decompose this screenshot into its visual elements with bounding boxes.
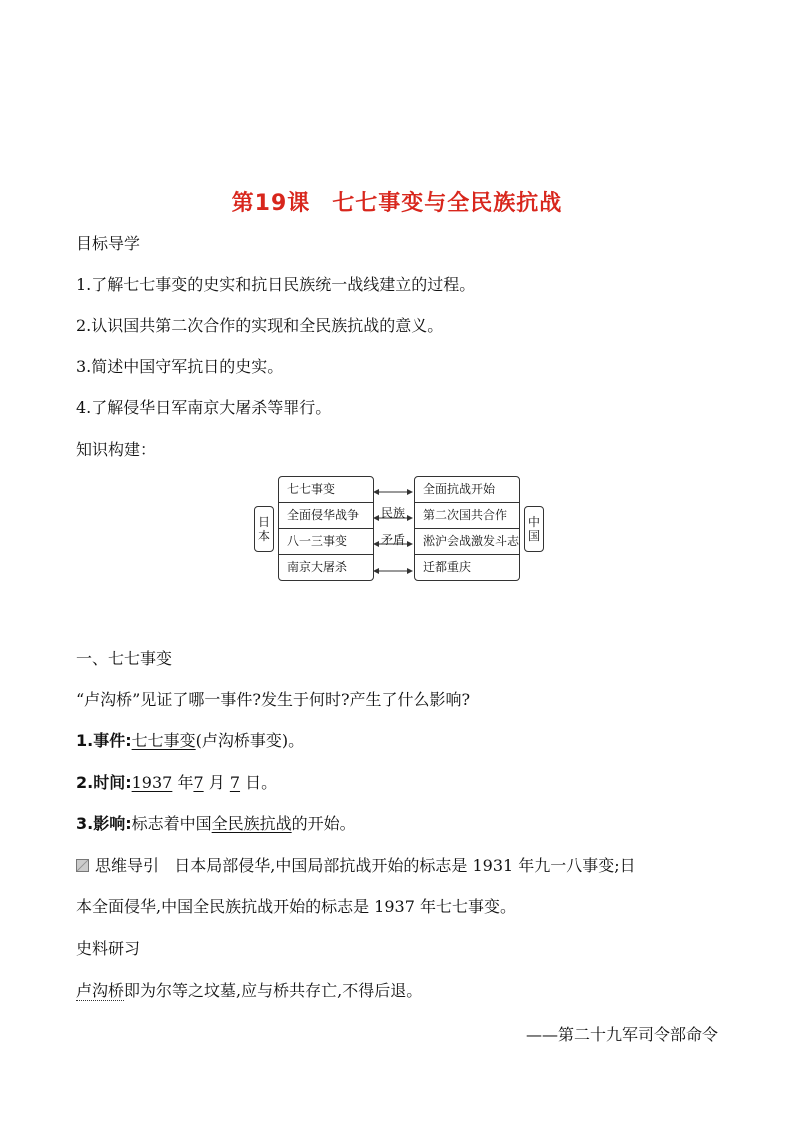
knowledge-heading: 知识构建： bbox=[76, 440, 157, 459]
middle-label-top: 民族 bbox=[380, 506, 405, 520]
source-attribution: ——第二十九军司令部命令 bbox=[525, 1025, 718, 1044]
page-title bbox=[0, 186, 794, 217]
china-item: 淞沪会战激发斗志 bbox=[415, 529, 519, 555]
thinking-guide-icon bbox=[76, 859, 89, 872]
goal-item-1: 1.了解七七事变的史实和抗日民族统一战线建立的过程。 bbox=[76, 275, 476, 294]
guide-line-2: 本全面侵华,中国全民族抗战开始的标志是 1937 年七七事变。 bbox=[76, 897, 516, 916]
japan-label: 日本 bbox=[254, 506, 274, 552]
middle-label-bottom: 矛盾 bbox=[380, 533, 405, 547]
japan-item: 八一三事变 bbox=[279, 529, 373, 555]
time-day: 7 bbox=[229, 773, 241, 792]
event-note: (卢沟桥事变)。 bbox=[195, 731, 305, 750]
source-heading: 史料研习 bbox=[76, 939, 141, 958]
japan-item: 南京大屠杀 bbox=[287, 560, 348, 574]
event-label: 1.事件: bbox=[76, 731, 132, 750]
japan-item: 七七事变 bbox=[279, 477, 373, 503]
guide-line-1: 思维导引 日本局部侵华,中国局部抗战开始的标志是 1931 年九一八事变;日 bbox=[76, 856, 636, 876]
section-question: “卢沟桥”见证了哪一事件?发生于何时?产生了什么影响? bbox=[76, 690, 471, 709]
knowledge-diagram bbox=[254, 476, 548, 588]
guide-label: 思维导引 bbox=[95, 856, 160, 875]
japan-column bbox=[278, 476, 374, 581]
time-label: 2.时间: bbox=[76, 773, 132, 792]
goal-item-3: 3.简述中国守军抗日的史实。 bbox=[76, 357, 284, 376]
china-item: 全面抗战开始 bbox=[415, 477, 519, 503]
goals-heading: 目标导学 bbox=[76, 234, 141, 253]
china-item: 第二次国共合作 bbox=[415, 503, 519, 529]
china-item: 迁都重庆 bbox=[423, 560, 472, 574]
lesson-topic: 七七事变与全民族抗战 bbox=[332, 191, 563, 216]
event-value: 七七事变 bbox=[131, 731, 196, 750]
japan-item: 全面侵华战争 bbox=[279, 503, 373, 529]
event-line bbox=[76, 731, 304, 751]
lesson-number: 第19课 bbox=[231, 191, 311, 216]
impact-value: 全民族抗战 bbox=[211, 814, 292, 833]
time-year: 1937 bbox=[131, 773, 173, 792]
impact-line: 3.影响:标志着中国全民族抗战的开始。 bbox=[76, 814, 356, 833]
section-heading: 一、七七事变 bbox=[76, 649, 173, 668]
time-line: 2.时间:1937 年7 月 7 日。 bbox=[76, 773, 278, 792]
china-label: 中国 bbox=[524, 506, 544, 552]
source-term: 卢沟桥 bbox=[76, 981, 125, 1000]
source-text-line: 卢沟桥即为尔等之坟墓,应与桥共存亡,不得后退。 bbox=[76, 981, 423, 1000]
china-column bbox=[414, 476, 520, 581]
goal-item-2: 2.认识国共第二次合作的实现和全民族抗战的意义。 bbox=[76, 316, 444, 335]
goal-item-4: 4.了解侵华日军南京大屠杀等罪行。 bbox=[76, 398, 332, 417]
time-month: 7 bbox=[193, 773, 204, 792]
impact-label: 3.影响: bbox=[76, 814, 132, 833]
